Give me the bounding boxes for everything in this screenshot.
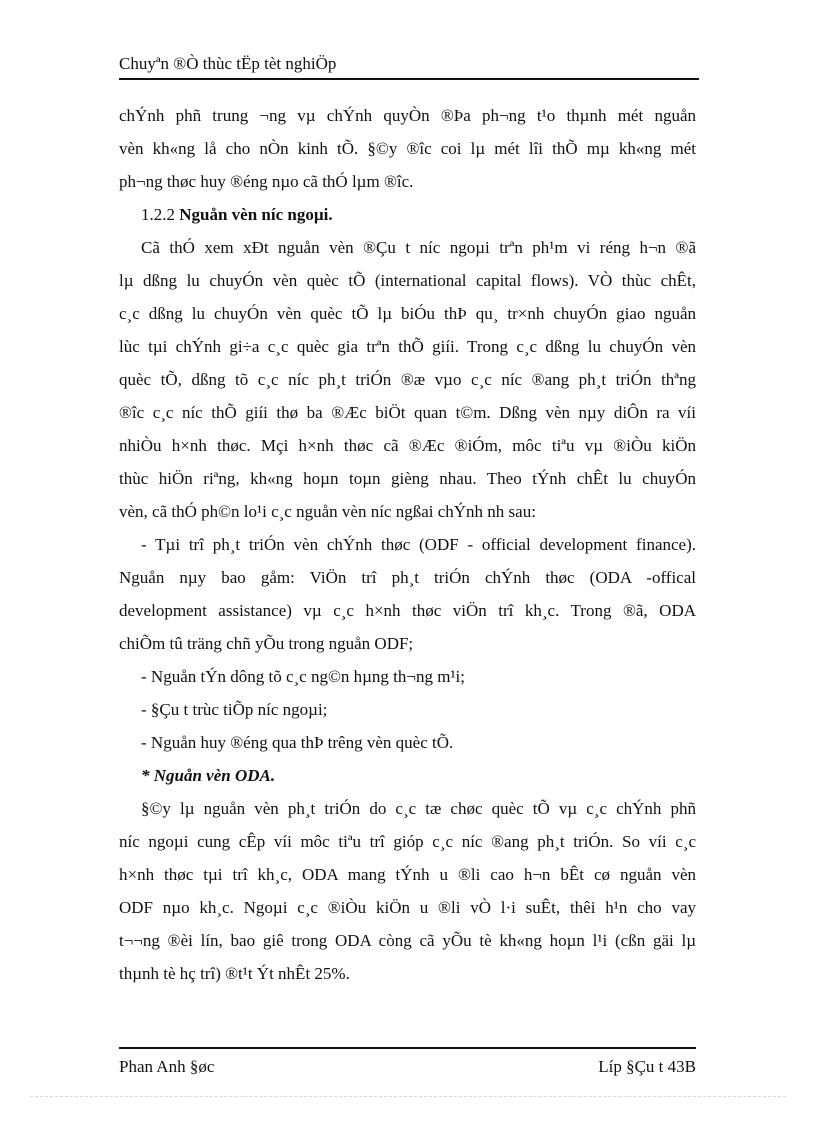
text-line: vèn kh«ng lå cho nÒn kinh tÕ. §©y ®îc coi lµ mét lîi thÕ mµ kh«ng mét bbox=[119, 139, 696, 158]
page-footer bbox=[119, 1047, 696, 1081]
text-line: ®îc c¸c níc thÕ giíi thø ba ®Æc biÖt quan t©m. Dßng vèn nµy diÔn ra víi bbox=[119, 403, 696, 422]
text-line: development assistance) vµ c¸c h×nh thøc viÖn trî kh¸c. Trong ®ã, ODA bbox=[119, 601, 696, 620]
text-line: - Tµi trî ph¸t triÓn vèn chÝnh thøc (ODF - official development finance). bbox=[141, 535, 696, 554]
text-line: lùc tµi chÝnh gi÷a c¸c quèc gia trªn thÕ giíi. Trong c¸c dßng lu chuyÓn vèn bbox=[119, 337, 696, 356]
list-item: - Nguån huy ®éng qua thÞ trêng vèn quèc tÕ. bbox=[141, 733, 454, 752]
text-line: ODF nµo kh¸c. Ngoµi c¸c ®iÒu kiÖn u ®li vÒ l·i suÊt, thêi h¹n cho vay bbox=[119, 898, 696, 917]
list-item: - Nguån tÝn dông tõ c¸c ng©n hµng th¬ng m¹i; bbox=[141, 667, 465, 686]
text-line: níc ngoµi cung cÊp víi môc tiªu trî gióp c¸c níc ®ang ph¸t triÓn. So víi c¸c bbox=[119, 832, 696, 851]
text-line: vèn, cã thÓ ph©n lo¹i c¸c nguån vèn níc ngßai chÝnh nh sau: bbox=[119, 502, 536, 521]
text-line: h×nh thøc tµi trî kh¸c, ODA mang tÝnh u ®li cao h¬n bÊt cø nguån vèn bbox=[119, 865, 696, 884]
text-line: thùc hiÖn riªng, kh«ng hoµn toµn gièng nhau. Theo tÝnh chÊt lu chuyÓn bbox=[119, 469, 696, 488]
text-line: chÝnh phñ trung ¬ng vµ chÝnh quyÒn ®Þa ph¬ng t¹o thµnh mét nguån bbox=[119, 106, 696, 125]
subsection-title: * Nguån vèn ODA. bbox=[141, 766, 276, 785]
text-line: t¬¬ng ®èi lín, bao giê trong ODA còng cã yÕu tè kh«ng hoµn l¹i (cßn gäi lµ bbox=[119, 931, 696, 950]
list-item: - §Çu t trùc tiÕp níc ngoµi; bbox=[141, 700, 328, 719]
subsection-heading bbox=[119, 759, 696, 792]
text-line: Cã thÓ xem xÐt nguån vèn ®Çu t níc ngoµi trªn ph¹m vi réng h¬n ®ã bbox=[141, 238, 696, 257]
footer-author: Phan Anh §øc bbox=[119, 1057, 215, 1076]
page-body bbox=[119, 99, 696, 990]
text-line: chiÕm tû träng chñ yÕu trong nguån ODF; bbox=[119, 634, 414, 653]
text-line: c¸c dßng lu chuyÓn vèn quèc tÕ lµ biÓu thÞ qu¸ tr×nh chuyÓn giao nguån bbox=[119, 304, 696, 323]
text-line: nhiÒu h×nh thøc. Mçi h×nh thøc cã ®Æc ®iÓm, môc tiªu vµ ®iÒu kiÖn bbox=[119, 436, 696, 455]
page-header bbox=[119, 50, 699, 80]
text-line: thµnh tè hç trî) ®t¹t Ýt nhÊt 25%. bbox=[119, 964, 350, 983]
text-line: lµ dßng lu chuyÓn vèn quèc tÕ (international capital flows). VÒ thùc chÊt, bbox=[119, 271, 696, 290]
header-title: Chuyªn ®Ò thùc tËp tèt nghiÖp bbox=[119, 54, 337, 73]
text-line: ph¬ng thøc huy ®éng nµo cã thÓ lµm ®îc. bbox=[119, 172, 414, 191]
text-line: Nguån nµy bao gåm: ViÖn trî ph¸t triÓn chÝnh thøc (ODA -offical bbox=[119, 568, 696, 587]
footer-class: Líp §Çu t 43B bbox=[598, 1057, 696, 1076]
text-line: quèc tÕ, dßng tõ c¸c níc ph¸t triÓn ®æ vµo c¸c níc ®ang ph¸t triÓn thªng bbox=[119, 370, 696, 389]
text-line: §©y lµ nguån vèn ph¸t triÓn do c¸c tæ chøc quèc tÕ vµ c¸c chÝnh phñ bbox=[141, 799, 696, 818]
section-number: 1.2.2 bbox=[141, 205, 175, 224]
section-title: Nguån vèn níc ngoµi. bbox=[179, 205, 333, 224]
section-heading bbox=[119, 198, 696, 231]
page-break-line bbox=[30, 1096, 786, 1097]
